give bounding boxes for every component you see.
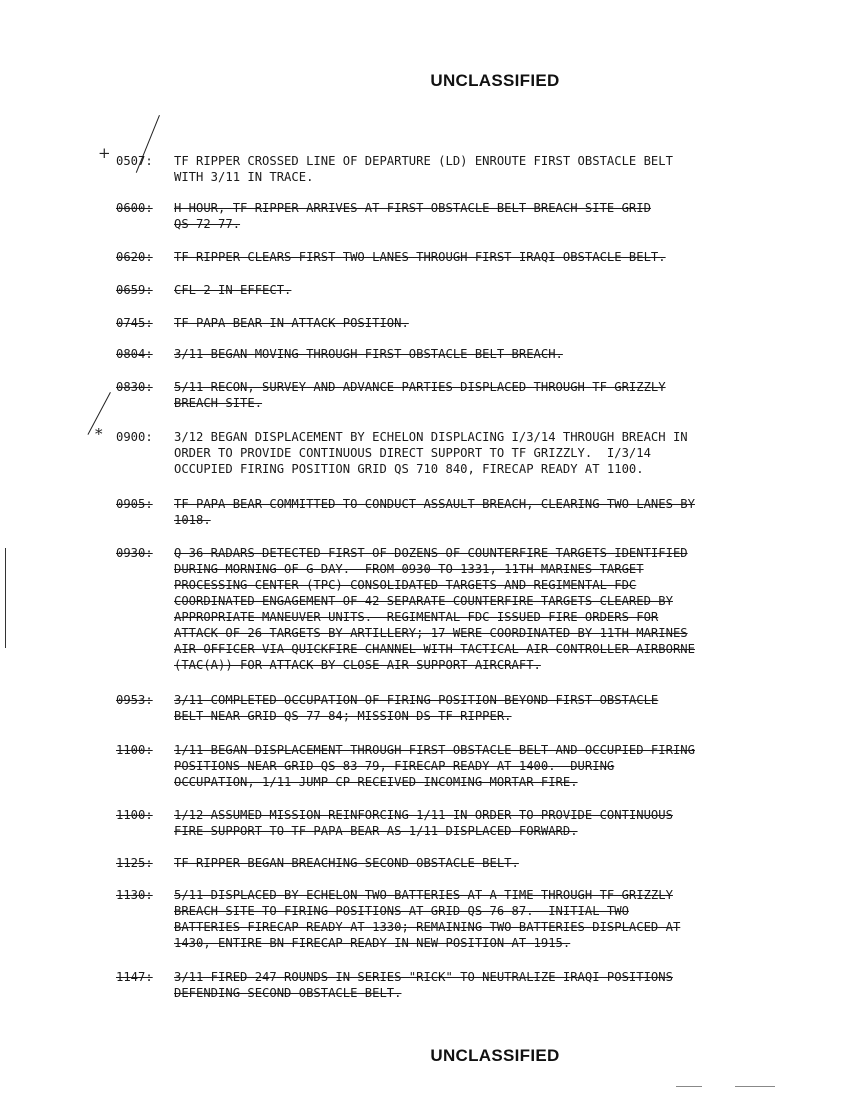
footer-rule-2 xyxy=(735,1086,775,1087)
asterisk-mark-1: + xyxy=(98,144,111,162)
log-entry-0507 xyxy=(116,153,766,185)
entry-text: H HOUR, TF RIPPER ARRIVES AT FIRST OBSTACLE BELT BREACH SITE GRID QS 72 77. xyxy=(174,201,651,231)
entry-text: 5/11 DISPLACED BY ECHELON TWO BATTERIES AT A TIME THROUGH TF GRIZZLY BREACH SITE TO FIRING POSITIONS AT GRID QS 76 87. INITIAL TWO BATTERIES FIRECAP READY AT 1330; REMAINING TWO BATTERIES DISPLACED AT 1430, ENTIRE BN FIRECAP READY IN NEW POSITION AT 1915. xyxy=(174,888,681,950)
entry-time: 1130: xyxy=(116,888,153,902)
entry-text: 3/12 BEGAN DISPLACEMENT BY ECHELON DISPLACING I/3/14 THROUGH BREACH IN ORDER TO PROVIDE CONTINUOUS DIRECT SUPPORT TO TF GRIZZLY. I/3/14 OCCUPIED FIRING POSITION GRID QS 710 840, FIRECAP READY AT 1100. xyxy=(174,430,688,476)
classification-banner-top: UNCLASSIFIED xyxy=(430,71,560,90)
asterisk-mark-2: * xyxy=(95,425,103,443)
log-entry-1100b xyxy=(116,807,766,839)
entry-time: 0620: xyxy=(116,250,153,264)
entry-time: 0905: xyxy=(116,497,153,511)
log-entry-1147 xyxy=(116,969,766,1001)
log-entry-0804 xyxy=(116,346,766,362)
entry-time: 0600: xyxy=(116,201,153,215)
entry-time: 0953: xyxy=(116,693,153,707)
entry-time: 0745: xyxy=(116,316,153,330)
footer-rule-1 xyxy=(676,1086,702,1087)
entry-text: 1/12 ASSUMED MISSION REINFORCING 1/11 IN ORDER TO PROVIDE CONTINUOUS FIRE SUPPORT TO TF PAPA BEAR AS 1/11 DISPLACED FORWARD. xyxy=(174,808,673,838)
log-entry-0600 xyxy=(116,200,766,232)
log-entry-0620 xyxy=(116,249,766,265)
entry-text: TF RIPPER BEGAN BREACHING SECOND OBSTACLE BELT. xyxy=(174,856,519,870)
entry-time: 0830: xyxy=(116,380,153,394)
entry-time: 1100: xyxy=(116,808,153,822)
entry-time: 1100: xyxy=(116,743,153,757)
entry-text: TF PAPA BEAR IN ATTACK POSITION. xyxy=(174,316,409,330)
entry-time: 1147: xyxy=(116,970,153,984)
entry-time: 0659: xyxy=(116,283,153,297)
log-entry-0659 xyxy=(116,282,766,298)
log-entry-0905 xyxy=(116,496,766,528)
log-entry-1125 xyxy=(116,855,766,871)
entry-text: TF PAPA BEAR COMMITTED TO CONDUCT ASSAULT BREACH, CLEARING TWO LANES BY 1018. xyxy=(174,497,695,527)
entry-text: 3/11 FIRED 247 ROUNDS IN SERIES "RICK" TO NEUTRALIZE IRAQI POSITIONS DEFENDING SECOND OBSTACLE BELT. xyxy=(174,970,673,1000)
log-entry-0953 xyxy=(116,692,766,724)
entry-time: 1125: xyxy=(116,856,153,870)
log-entry-0930 xyxy=(116,545,766,673)
log-entry-1100a xyxy=(116,742,766,790)
entry-time: 0507: xyxy=(116,154,153,168)
entry-time: 0930: xyxy=(116,546,153,560)
entry-text: 1/11 BEGAN DISPLACEMENT THROUGH FIRST OBSTACLE BELT AND OCCUPIED FIRING POSITIONS NEAR GRID QS 83 79, FIRECAP READY AT 1400. DURING OCCUPATION, 1/11 JUMP CP RECEIVED INCOMING MORTAR FIRE. xyxy=(174,743,695,789)
entry-text: 3/11 BEGAN MOVING THROUGH FIRST OBSTACLE BELT BREACH. xyxy=(174,347,563,361)
entry-time: 0900: xyxy=(116,430,153,444)
entry-text: Q-36 RADARS DETECTED FIRST OF DOZENS OF COUNTERFIRE TARGETS IDENTIFIED DURING MORNING OF G DAY. FROM 0930 TO 1331, 11TH MARINES TARGET PROCESSING CENTER (TPC) CONSOLIDATED TARGETS AND REGIMENTAL FDC COORDINATED ENGAGEMENT OF 42 SEPARATE COUNTERFIRE TARGETS CLEARED BY APPROPRIATE MANEUVER UNITS. REGIMENTAL FDC ISSUED FIRE ORDERS FOR ATTACK OF 26 TARGETS BY ARTILLERY; 17 WERE COORDINATED BY 11TH MARINES AIR OFFICER VIA QUICKFIRE CHANNEL WITH TACTICAL AIR CONTROLLER AIRBORNE (TAC(A)) FOR ATTACK BY CLOSE AIR SUPPORT AIRCRAFT. xyxy=(174,546,695,672)
classification-banner-bottom: UNCLASSIFIED xyxy=(430,1046,560,1065)
log-entry-0830 xyxy=(116,379,766,411)
log-entry-0745 xyxy=(116,315,766,331)
entry-text: TF RIPPER CLEARS FIRST TWO LANES THROUGH FIRST IRAQI OBSTACLE BELT. xyxy=(174,250,666,264)
entry-text: 3/11 COMPLETED OCCUPATION OF FIRING POSITION BEYOND FIRST OBSTACLE BELT NEAR GRID QS 77 84; MISSION DS TF RIPPER. xyxy=(174,693,659,723)
margin-rule xyxy=(5,548,6,648)
entry-time: 0804: xyxy=(116,347,153,361)
log-entry-1130 xyxy=(116,887,766,951)
entry-text: CFL 2 IN EFFECT. xyxy=(174,283,292,297)
entry-text: TF RIPPER CROSSED LINE OF DEPARTURE (LD) ENROUTE FIRST OBSTACLE BELT WITH 3/11 IN TRACE. xyxy=(174,154,673,184)
log-entry-0900 xyxy=(116,429,766,477)
entry-text: 5/11 RECON, SURVEY AND ADVANCE PARTIES DISPLACED THROUGH TF GRIZZLY BREACH SITE. xyxy=(174,380,666,410)
